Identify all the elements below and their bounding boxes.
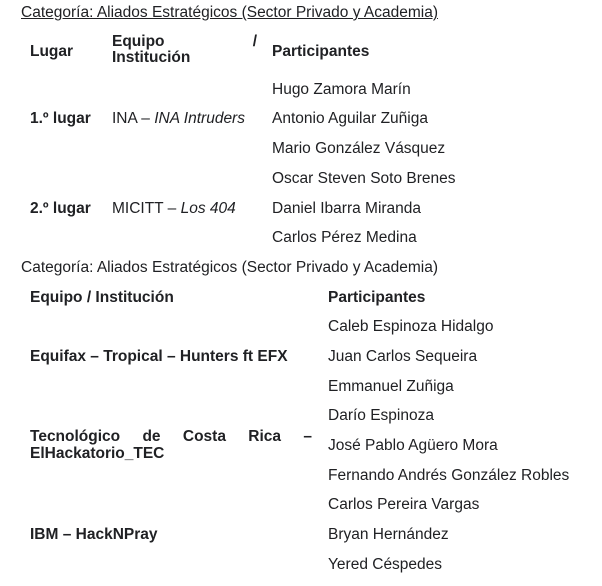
- team2-tec-word: Rica: [248, 428, 282, 445]
- team2-ibm: IBM – HackNPray: [30, 526, 158, 543]
- team2-tec-word: –: [303, 428, 312, 445]
- participant: Emmanuel Zuñiga: [328, 378, 454, 395]
- participant: José Pablo Agüero Mora: [328, 437, 498, 454]
- header2-participants: Participantes: [328, 289, 426, 306]
- row1-team-name: INA Intruders: [154, 110, 245, 127]
- row1-place: 1.º lugar: [30, 110, 91, 127]
- section1-title: Categoría: Aliados Estratégicos (Sector Privado y Academia): [21, 4, 438, 21]
- participant: Daniel Ibarra Miranda: [272, 200, 422, 217]
- header-place: Lugar: [30, 43, 74, 60]
- participant: Carlos Pereira Vargas: [328, 496, 480, 513]
- team2-tec-line1: [30, 428, 312, 445]
- participant: Juan Carlos Sequeira: [328, 348, 478, 365]
- participant: Antonio Aguilar Zuñiga: [272, 110, 428, 127]
- participant: Fernando Andrés González Robles: [328, 467, 570, 484]
- participant: Carlos Pérez Medina: [272, 229, 417, 246]
- participant: Mario González Vásquez: [272, 140, 446, 157]
- row1-institution: INA –: [112, 110, 150, 127]
- header2-team: Equipo / Institución: [30, 289, 174, 306]
- team2-tec-word: de: [142, 428, 161, 445]
- row2-team: [112, 200, 236, 218]
- team2-tec-word: Tecnológico: [30, 428, 121, 445]
- team2-equifax: Equifax – Tropical – Hunters ft EFX: [30, 348, 288, 365]
- participant: Darío Espinoza: [328, 407, 434, 424]
- header-team-word1: Equipo: [112, 33, 165, 50]
- header-team: [112, 34, 257, 66]
- participant: Caleb Espinoza Hidalgo: [328, 318, 494, 335]
- participant: Oscar Steven Soto Brenes: [272, 170, 456, 187]
- participant: Yered Céspedes: [328, 556, 443, 573]
- participant: Hugo Zamora Marín: [272, 81, 411, 98]
- row1-team: [112, 110, 245, 128]
- team2-tec-line2: ElHackatorio_TEC: [30, 445, 165, 462]
- row2-institution: MICITT –: [112, 200, 177, 217]
- participant: Bryan Hernández: [328, 526, 449, 543]
- row2-place: 2.º lugar: [30, 200, 91, 217]
- header-team-slash: /: [252, 33, 257, 50]
- team2-tec: [30, 428, 312, 462]
- team2-tec-word: Costa: [182, 428, 226, 445]
- header-participants: Participantes: [272, 43, 370, 60]
- row2-team-name: Los 404: [180, 200, 236, 217]
- header-team-line2: Institución: [112, 49, 191, 66]
- section2-title: Categoría: Aliados Estratégicos (Sector Privado y Academia): [21, 259, 438, 276]
